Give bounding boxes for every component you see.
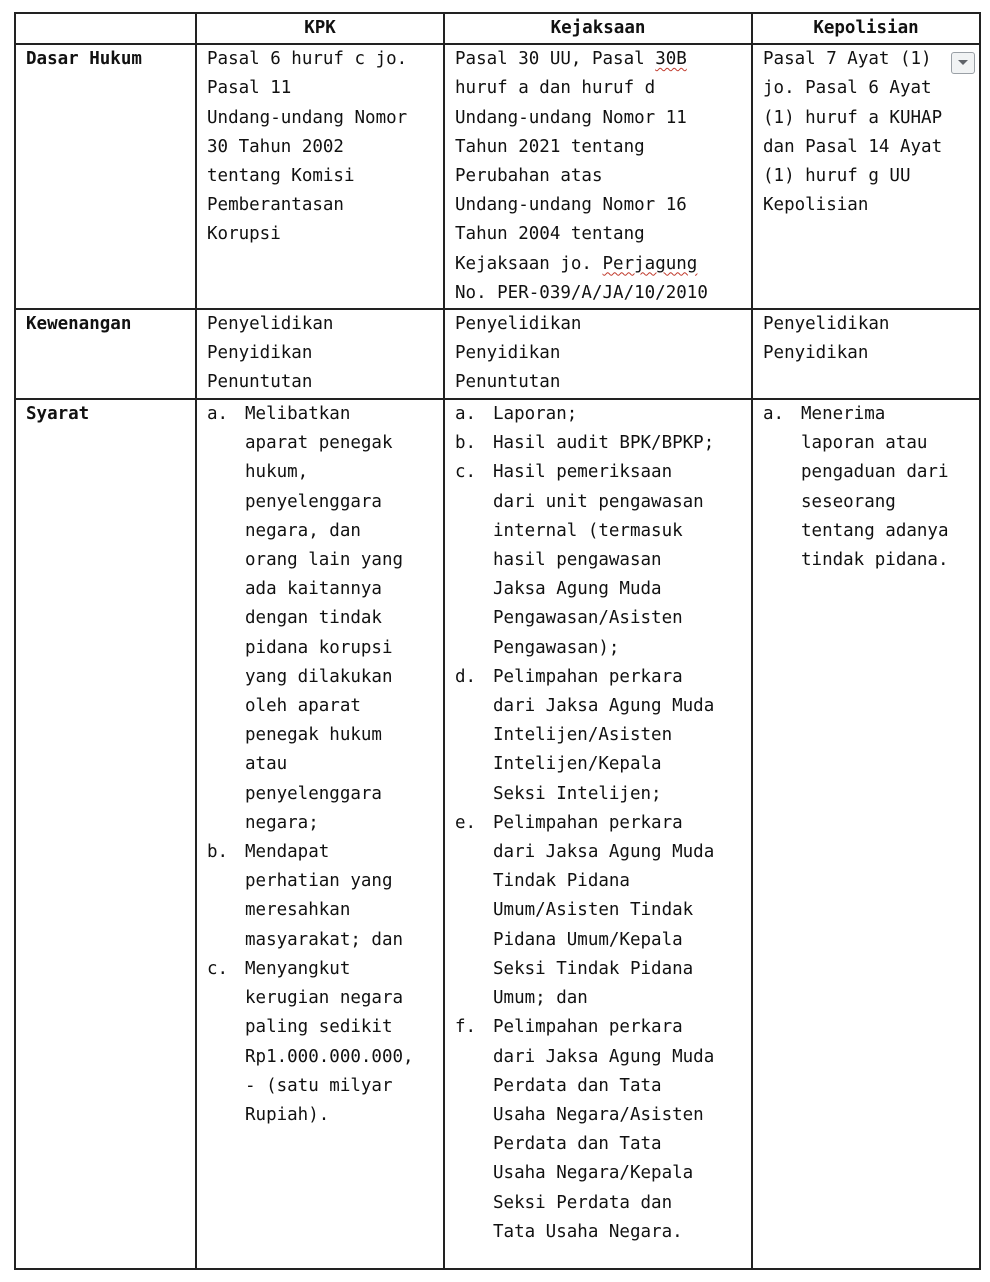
text-line: Menerima — [801, 404, 886, 425]
text-line: huruf a dan huruf d — [455, 78, 656, 99]
list-item-text — [245, 838, 433, 955]
text-line: perhatian yang — [245, 871, 393, 892]
list-item-marker: c. — [207, 958, 229, 979]
list-item — [455, 400, 741, 429]
list-item-marker: b. — [207, 842, 229, 863]
list-item — [207, 838, 433, 955]
row-dasar-hukum — [15, 44, 980, 309]
text-line: Pengawasan); — [493, 637, 620, 658]
list-syarat-kpk — [207, 400, 433, 1130]
text-line: Perdata dan Tata — [493, 1075, 662, 1096]
text-line: paling sedikit — [245, 1017, 393, 1038]
text-line: Pidana Umum/Kepala — [493, 929, 683, 950]
list-item — [207, 955, 433, 1130]
text-line: aparat penegak — [245, 433, 393, 454]
text-line: seseorang — [801, 491, 896, 512]
list-item-text — [245, 955, 433, 1130]
list-item-marker: e. — [455, 812, 477, 833]
header-kejaksaan: Kejaksaan — [444, 13, 752, 44]
cell-kewenangan-kejaksaan — [444, 309, 752, 399]
spellcheck-underline[interactable]: 30B — [655, 49, 687, 70]
text-line: Pelimpahan perkara — [493, 666, 683, 687]
list-item — [455, 429, 741, 458]
text-line: penyelenggara — [245, 783, 382, 804]
text-line: masyarakat; dan — [245, 929, 404, 950]
text-line: negara; — [245, 812, 319, 833]
text-line: Kejaksaan jo. Perjagung — [455, 253, 698, 274]
text-line: ada kaitannya — [245, 579, 382, 600]
text-line: Seksi Tindak Pidana — [493, 958, 694, 979]
label-syarat: Syarat — [15, 399, 196, 1269]
cell-dasar-hukum-kejaksaan — [444, 44, 752, 309]
text-line: Usaha Negara/Asisten — [493, 1104, 704, 1125]
list-item-marker: c. — [455, 462, 477, 483]
text-line: internal (termasuk — [493, 520, 683, 541]
list-item-marker: d. — [455, 666, 477, 687]
text-line: pidana korupsi — [245, 637, 393, 658]
cell-syarat-kepolisian — [752, 399, 980, 1269]
text-line: Penyelidikan — [455, 314, 582, 335]
text-line: Seksi Intelijen; — [493, 783, 662, 804]
list-item — [207, 400, 433, 838]
text-line: laporan atau — [801, 433, 928, 454]
list-item-text — [493, 1013, 741, 1247]
text-line: Penyidikan — [455, 343, 561, 364]
label-dasar-hukum: Dasar Hukum — [15, 44, 196, 309]
text-line: Intelijen/Asisten — [493, 725, 673, 746]
text-line: Pasal 30 UU, Pasal 30B — [455, 49, 687, 70]
list-syarat-kepolisian — [763, 400, 969, 575]
text-line: penyelenggara — [245, 491, 382, 512]
text-line: Penyelidikan — [763, 314, 890, 335]
text-line: Kepolisian — [763, 195, 869, 216]
header-row — [15, 13, 980, 44]
list-item-marker: f. — [455, 1017, 477, 1038]
text-line: Penyidikan — [207, 343, 313, 364]
list-item-marker: b. — [455, 433, 477, 454]
text-line: Umum; dan — [493, 988, 588, 1009]
text-line: - (satu milyar — [245, 1075, 393, 1096]
label-kewenangan: Kewenangan — [15, 309, 196, 399]
text-line: Intelijen/Kepala — [493, 754, 662, 775]
text-line: hukum, — [245, 462, 309, 483]
text-line: Perubahan atas — [455, 166, 603, 187]
text-line: dari Jaksa Agung Muda — [493, 1046, 715, 1067]
list-item — [455, 663, 741, 809]
text-line: dari unit pengawasan — [493, 491, 704, 512]
text-line: Hasil audit BPK/BPKP; — [493, 433, 715, 454]
text-line: Pelimpahan perkara — [493, 812, 683, 833]
list-item — [455, 458, 741, 662]
list-item-marker: a. — [763, 404, 785, 425]
text-line: Penuntutan — [207, 372, 313, 393]
cell-syarat-kpk — [196, 399, 444, 1269]
text-line: Tahun 2021 tentang — [455, 136, 645, 157]
text-line: Umum/Asisten Tindak — [493, 900, 694, 921]
text-line: Pemberantasan — [207, 195, 344, 216]
text-line: No. PER-039/A/JA/10/2010 — [455, 282, 708, 303]
list-item-text — [493, 458, 741, 662]
text-line: dan Pasal 14 Ayat — [763, 136, 943, 157]
text-line: yang dilakukan — [245, 666, 393, 687]
text-line: oleh aparat — [245, 696, 361, 717]
text-line: dari Jaksa Agung Muda — [493, 696, 715, 717]
cell-kewenangan-kpk — [196, 309, 444, 399]
row-syarat — [15, 399, 980, 1269]
list-item-text — [493, 663, 741, 809]
text-line: Laporan; — [493, 404, 578, 425]
list-item-text — [493, 809, 741, 1013]
list-item-marker: a. — [207, 404, 229, 425]
text-line: pengaduan dari — [801, 462, 949, 483]
text-line: Tata Usaha Negara. — [493, 1221, 683, 1242]
cell-dasar-hukum-kepolisian — [752, 44, 980, 309]
text-line: Undang-undang Nomor 16 — [455, 195, 687, 216]
list-syarat-kejaksaan — [455, 400, 741, 1247]
text-line: (1) huruf g UU — [763, 166, 911, 187]
text-line: Jaksa Agung Muda — [493, 579, 662, 600]
text-line: Tindak Pidana — [493, 871, 630, 892]
list-item-text — [493, 400, 741, 429]
text-line: tindak pidana. — [801, 550, 949, 571]
text-line: orang lain yang — [245, 550, 404, 571]
header-empty — [15, 13, 196, 44]
cell-kewenangan-kepolisian — [752, 309, 980, 399]
chevron-down-icon — [957, 59, 969, 67]
text-line: dengan tindak — [245, 608, 382, 629]
text-line: Mendapat — [245, 842, 330, 863]
text-line: Penyelidikan — [207, 314, 334, 335]
list-item — [455, 1013, 741, 1247]
text-line: Rp1.000.000.000, — [245, 1046, 414, 1067]
header-kepolisian: Kepolisian — [752, 13, 980, 44]
text-line: Hasil pemeriksaan — [493, 462, 673, 483]
text-line: Pasal 6 huruf c jo. — [207, 49, 408, 70]
text-line: kerugian negara — [245, 988, 404, 1009]
text-line: Menyangkut — [245, 958, 351, 979]
text-line: atau — [245, 754, 288, 775]
row-kewenangan — [15, 309, 980, 399]
text-line: tentang adanya — [801, 520, 949, 541]
list-item-text — [801, 400, 969, 575]
text-line: Perdata dan Tata — [493, 1134, 662, 1155]
cell-syarat-kejaksaan — [444, 399, 752, 1269]
text-line: dari Jaksa Agung Muda — [493, 842, 715, 863]
text-line: Rupiah). — [245, 1104, 330, 1125]
text-line: Melibatkan — [245, 404, 351, 425]
comparison-table — [14, 12, 981, 1270]
cell-dropdown-button[interactable] — [951, 52, 975, 74]
list-item-marker: a. — [455, 404, 477, 425]
list-item-text — [493, 429, 741, 458]
text-line: Korupsi — [207, 224, 281, 245]
text-line: Pasal 7 Ayat (1) — [763, 49, 932, 70]
text-line: (1) huruf a KUHAP — [763, 107, 943, 128]
text-line: jo. Pasal 6 Ayat — [763, 78, 932, 99]
text-line: Pelimpahan perkara — [493, 1017, 683, 1038]
list-item — [763, 400, 969, 575]
text-line: Seksi Perdata dan — [493, 1192, 673, 1213]
text-line: Undang-undang Nomor — [207, 107, 408, 128]
header-kpk: KPK — [196, 13, 444, 44]
text-line: meresahkan — [245, 900, 351, 921]
text-line: hasil pengawasan — [493, 550, 662, 571]
text-line: negara, dan — [245, 520, 361, 541]
text-line: Pasal 11 — [207, 78, 292, 99]
text-line: Penuntutan — [455, 372, 561, 393]
text-line: tentang Komisi — [207, 166, 355, 187]
list-item-text — [245, 400, 433, 838]
text-line: 30 Tahun 2002 — [207, 136, 344, 157]
text-line: Tahun 2004 tentang — [455, 224, 645, 245]
spellcheck-underline[interactable]: Perjagung — [602, 253, 698, 274]
cell-dasar-hukum-kpk — [196, 44, 444, 309]
text-line: Usaha Negara/Kepala — [493, 1163, 694, 1184]
text-line: Penyidikan — [763, 343, 869, 364]
list-item — [455, 809, 741, 1013]
text-line: Undang-undang Nomor 11 — [455, 107, 687, 128]
text-line: penegak hukum — [245, 725, 382, 746]
text-line: Pengawasan/Asisten — [493, 608, 683, 629]
